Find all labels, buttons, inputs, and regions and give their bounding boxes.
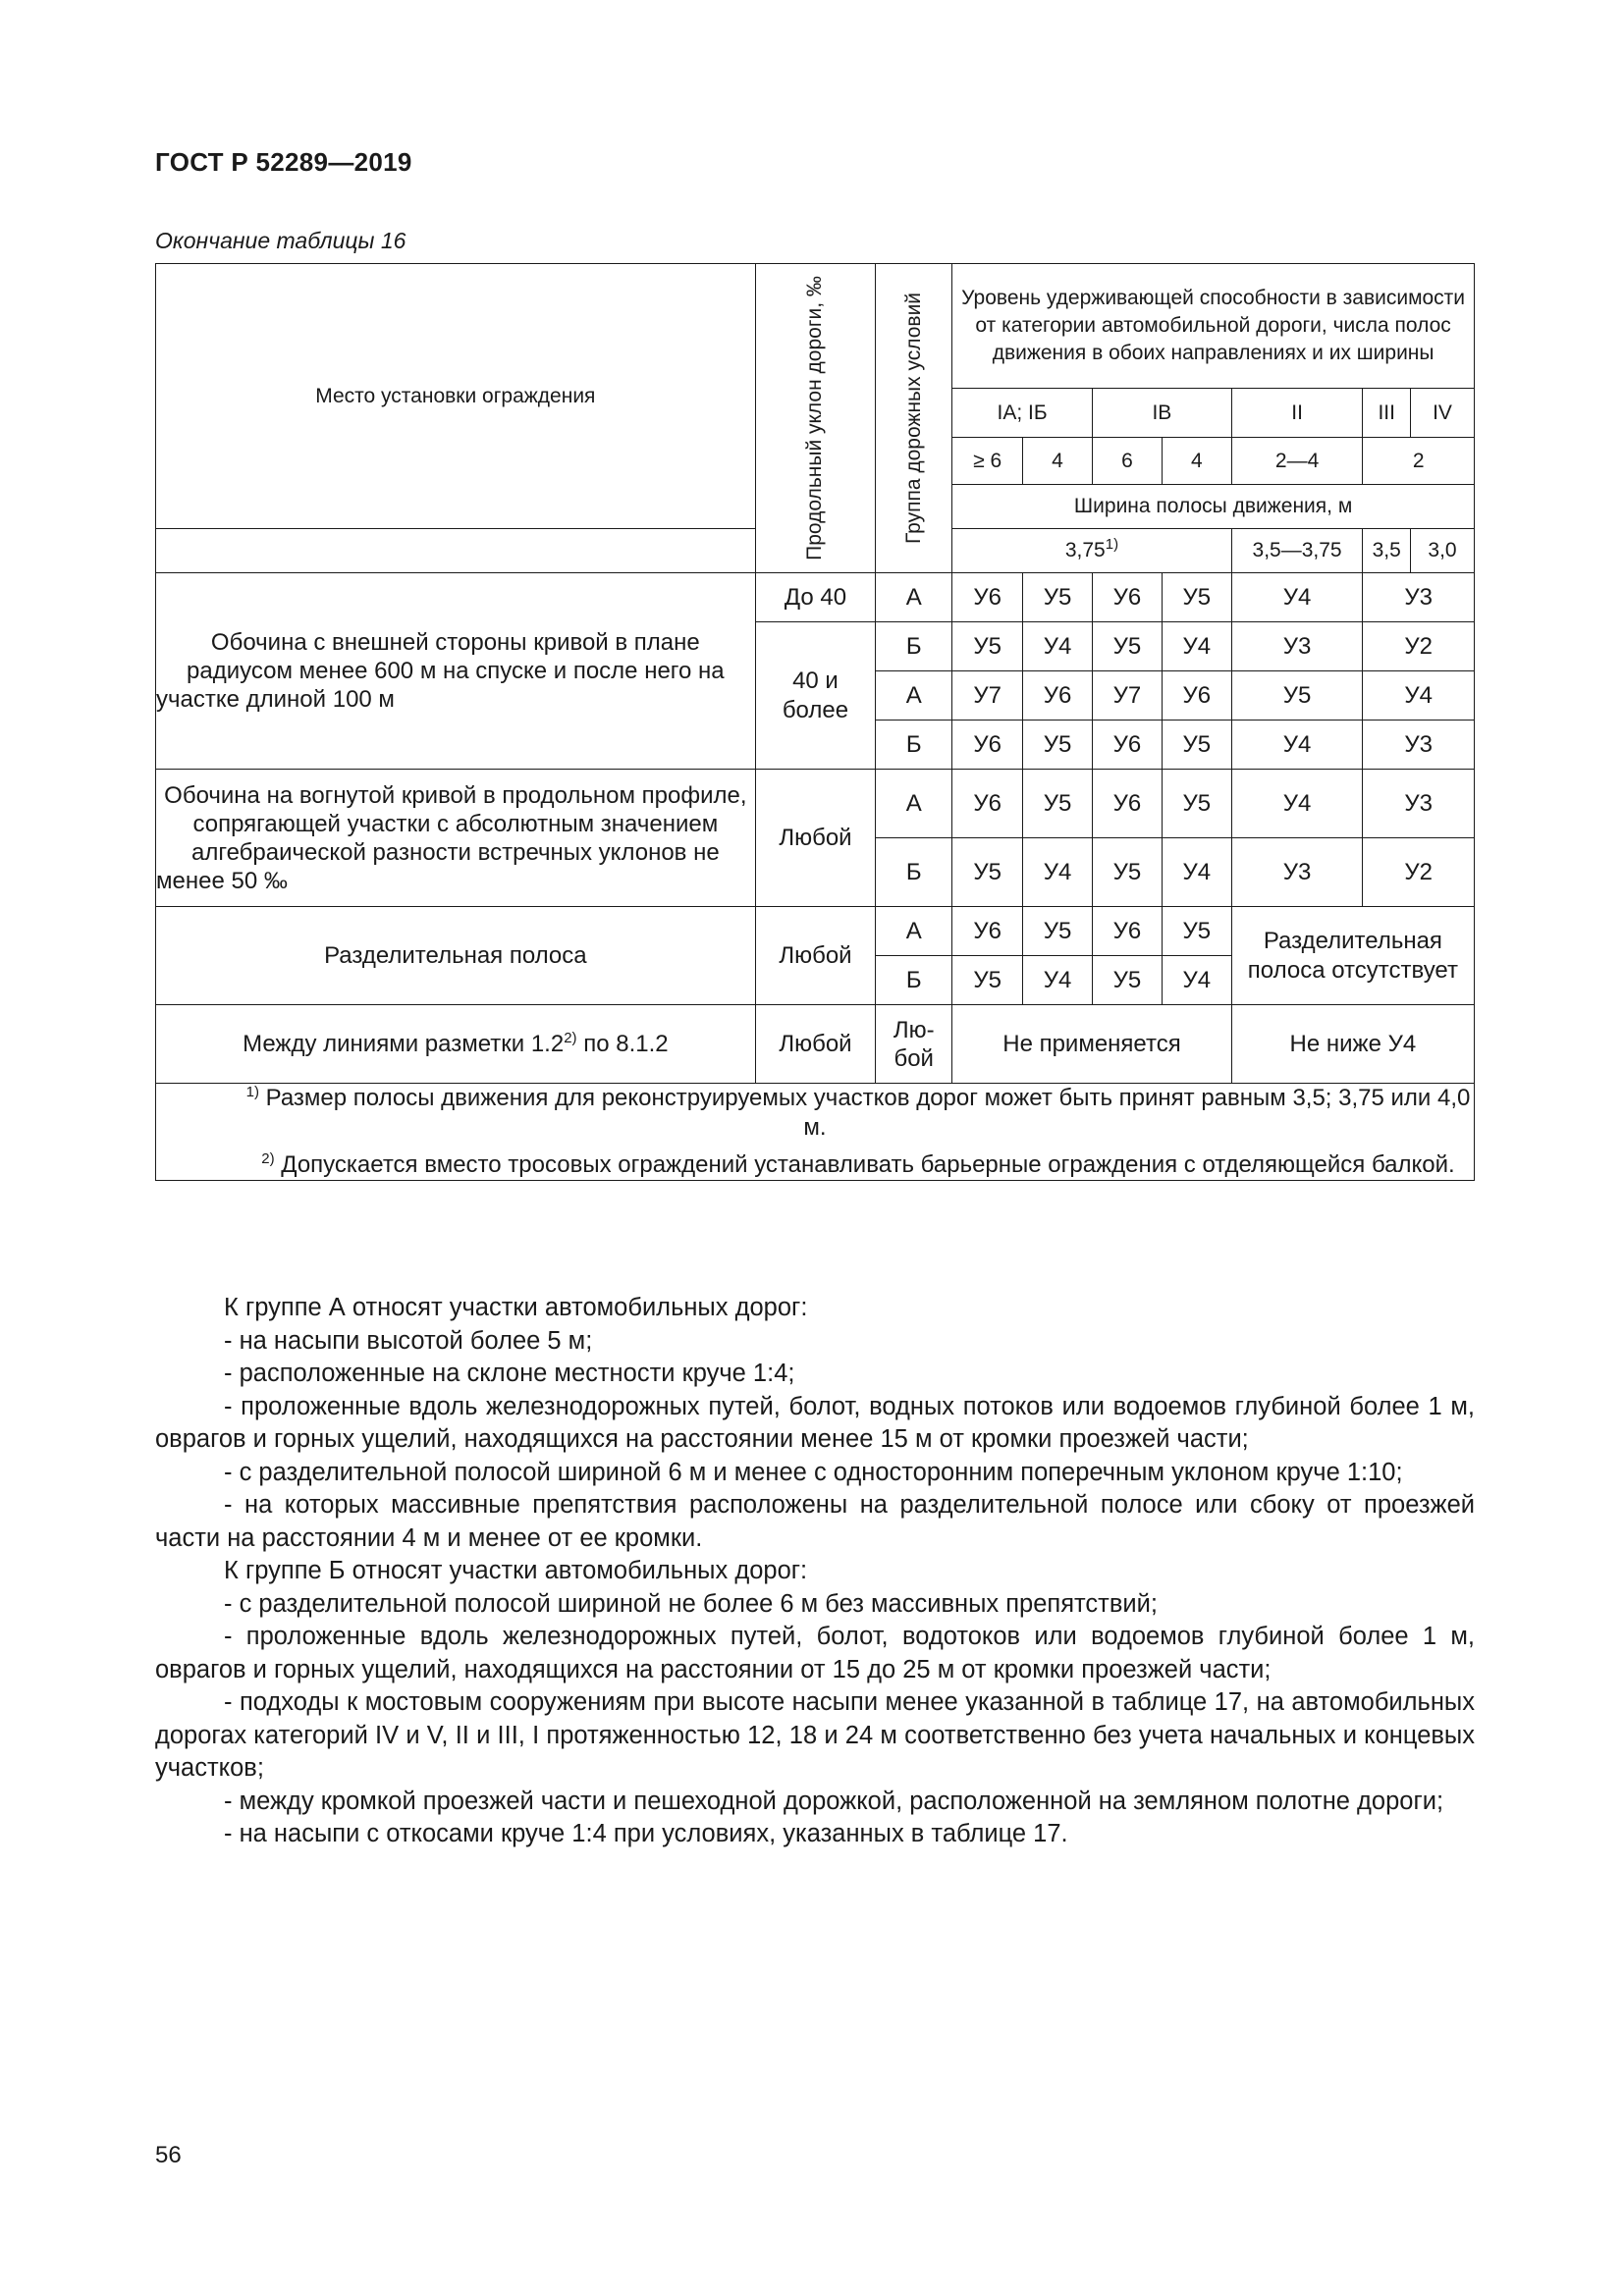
level-cell: У5 [1092,622,1162,671]
level-cell: У4 [1363,671,1475,721]
lanes-header: 4 [1023,438,1093,485]
level-cell: У2 [1363,622,1475,671]
footnote-ref: 2) [564,1030,577,1046]
paragraph: - с разделительной полосой шириной не более 6 м без массивных препятствий; [224,1589,1158,1618]
group-cell [876,1005,952,1084]
footnote-text: Размер полосы движения для реконструируемых участков дорог может быть принят равным 3,5; 3,75 или 4,0 м. [258,1085,1471,1141]
lanes-header: ≥ 6 [952,438,1023,485]
level-cell: У4 [1162,622,1231,671]
level-cell: У7 [1092,671,1162,721]
paragraph: - проложенные вдоль железнодорожных путей, болот, водных потоков или водоемов глубиной более 1 м, оврагов и горных ущелий, находящихся на расстоянии менее 15 м от кромки проезжей части; [155,1392,1475,1453]
category-header: IA; IБ [952,389,1093,438]
place-cell: Разделительная полоса [156,907,756,1005]
paragraph: - на насыпи с откосами круче 1:4 при условиях, указанных в таблице 17. [224,1820,1068,1847]
level-cell: У6 [1092,573,1162,622]
requirements-table [155,263,1475,1181]
group-cell-line: Лю- [893,1016,935,1043]
level-cell: У6 [1023,671,1093,721]
level-cell: У6 [1162,671,1231,721]
level-cell: У5 [1162,907,1231,956]
group-cell: А [876,907,952,956]
group-cell: Б [876,956,952,1005]
place-cell: Обочина на вогнутой кривой в продольном профиле, сопрягающей участки с абсолютным значением алгебраической разности встречных уклонов не менее 50 ‰ [156,770,756,907]
level-cell: У2 [1363,838,1475,907]
level-cell: У4 [1023,956,1093,1005]
slope-cell: До 40 [755,573,876,622]
level-cell: У3 [1231,838,1363,907]
level-cell: У5 [1162,770,1231,838]
level-cell: У5 [1023,907,1093,956]
level-cell: У6 [952,907,1023,956]
level-cell: У4 [1023,622,1093,671]
footnote [156,1150,1474,1180]
level-cell: У5 [952,838,1023,907]
level-cell: У3 [1363,721,1475,770]
group-column-header [876,264,952,573]
group-column-header-text: Группа дорожных условий [901,292,925,545]
level-cell: У3 [1363,573,1475,622]
slope-cell: Любой [755,770,876,907]
paragraph: - подходы к мостовым сооружениям при высоте насыпи менее указанной в таблице 17, на автомобильных дорогах категорий IV и V, II и III, I протяженностью 12, 18 и 24 м соответственно без учета начальных и концевых участков; [155,1688,1475,1782]
level-cell: У6 [1092,721,1162,770]
lane-width-value: 3,0 [1411,529,1475,573]
slope-cell: Любой [755,907,876,1005]
paragraph: К группе А относят участки автомобильных дорог: [224,1294,808,1321]
level-cell: У5 [1023,721,1093,770]
paragraph: - между кромкой проезжей части и пешеходной дорожкой, расположенной на земляном полотне дороги; [224,1787,1444,1815]
document-code: ГОСТ Р 52289—2019 [155,147,412,177]
category-header: III [1363,389,1411,438]
paragraph: - с разделительной полосой шириной 6 м и менее с односторонним поперечным уклоном круче 1:10; [224,1458,1403,1486]
place-cell-text: Между линиями разметки 1.2 [243,1031,565,1057]
category-header: II [1231,389,1363,438]
lane-width-value: 3,5 [1363,529,1411,573]
page-number: 56 [155,2142,182,2168]
level-cell: У5 [1023,573,1093,622]
not-applied-cell: Не применяется [952,1005,1232,1084]
group-cell: А [876,770,952,838]
group-cell: А [876,671,952,721]
level-cell: У5 [1231,671,1363,721]
place-column-header: Место установки ограждения [156,264,756,529]
place-cell-text: по 8.1.2 [576,1031,669,1057]
category-header: IB [1092,389,1231,438]
body-text [155,1292,1475,1851]
lanes-header: 4 [1162,438,1231,485]
lane-width-value [952,529,1232,573]
footnote-mark: 1) [245,1084,259,1100]
level-cell: У5 [1092,956,1162,1005]
paragraph: - расположенные на склоне местности круче 1:4; [224,1360,795,1387]
slope-column-header-text: Продольный уклон дороги, ‰ [803,276,827,561]
level-cell: У4 [1162,956,1231,1005]
level-cell: У7 [952,671,1023,721]
slope-column-header [755,264,876,573]
lane-width-value-text: 3,75 [1064,539,1106,561]
level-cell: У4 [1231,770,1363,838]
level-cell: У3 [1363,770,1475,838]
footnote-mark: 2) [261,1150,275,1167]
level-cell: У4 [1162,838,1231,907]
group-cell: Б [876,622,952,671]
level-cell: У6 [1092,770,1162,838]
level-cell: У5 [1162,573,1231,622]
footnote-ref: 1) [1105,536,1119,553]
paragraph: К группе Б относят участки автомобильных дорог: [224,1557,808,1584]
table-notes [156,1084,1475,1181]
level-cell: У4 [1023,838,1093,907]
place-cell [156,1005,756,1084]
lane-width-header: Ширина полосы движения, м [952,485,1475,529]
level-cell: У6 [1092,907,1162,956]
slope-cell: Любой [755,1005,876,1084]
level-cell: У5 [1023,770,1093,838]
footnote-text: Допускается вместо тросовых ограждений устанавливать барьерные ограждения с отделяющейся балкой. [274,1151,1455,1178]
slope-cell: 40 и более [755,622,876,770]
level-cell: У3 [1231,622,1363,671]
level-cell: У4 [1231,573,1363,622]
merged-level-cell: Разделительная полоса отсутствует [1231,907,1474,1005]
level-cell: У5 [1092,838,1162,907]
table-caption: Окончание таблицы 16 [155,228,406,253]
paragraph: - проложенные вдоль железнодорожных путей, болот, водотоков или водоемов глубиной более 1 м, оврагов и горных ущелий, находящихся на расстоянии от 15 до 25 м от кромки проезжей части; [155,1623,1475,1683]
lane-width-value: 3,5—3,75 [1231,529,1363,573]
level-cell: У5 [952,622,1023,671]
level-cell: У6 [952,573,1023,622]
lanes-header: 6 [1092,438,1162,485]
level-cell: У6 [952,770,1023,838]
footnote [156,1084,1474,1143]
group-cell-line: бой [893,1044,934,1072]
paragraph: - на насыпи высотой более 5 м; [224,1326,593,1355]
group-cell: Б [876,838,952,907]
lanes-header: 2 [1363,438,1475,485]
lanes-header: 2—4 [1231,438,1363,485]
not-lower-cell: Не ниже У4 [1231,1005,1474,1084]
level-cell: У5 [952,956,1023,1005]
place-cell: Обочина с внешней стороны кривой в плане радиусом менее 600 м на спуске и после него на участке длиной 100 м [156,573,756,770]
level-cell: У5 [1162,721,1231,770]
group-cell: Б [876,721,952,770]
level-header: Уровень удерживающей способности в зависимости от категории автомобильной дороги, числа полос движения в обоих направлениях и их ширины [952,264,1475,389]
level-cell: У4 [1231,721,1363,770]
category-header: IV [1411,389,1475,438]
level-cell: У6 [952,721,1023,770]
place-header-empty [156,529,756,573]
paragraph: - на которых массивные препятствия расположены на разделительной полосе или сбоку от проезжей части на расстоянии 4 м и менее от ее кромки. [155,1491,1475,1552]
group-cell: А [876,573,952,622]
